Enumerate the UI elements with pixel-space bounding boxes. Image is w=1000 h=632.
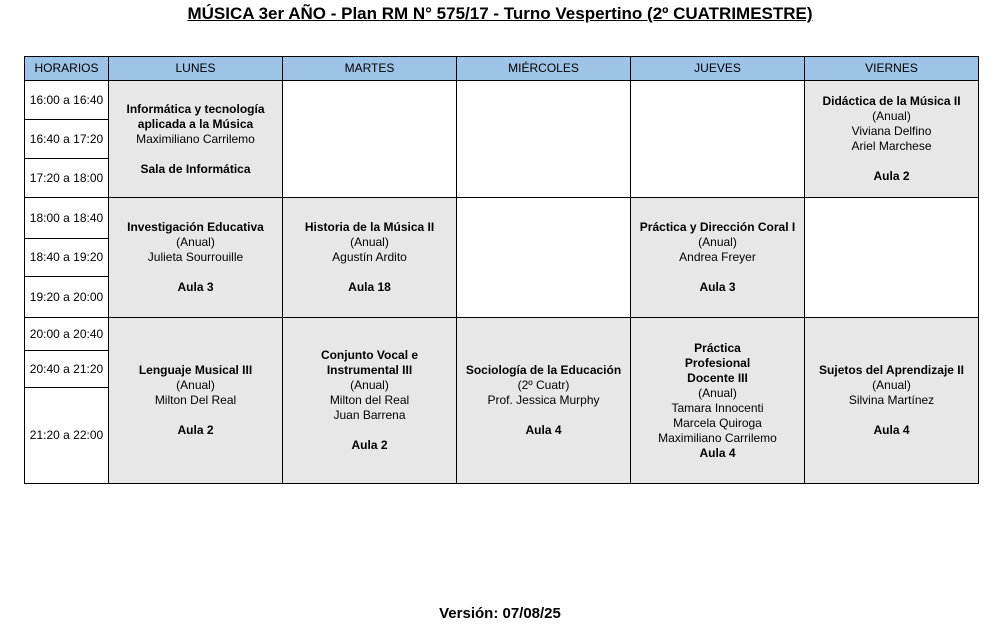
header-viernes: VIERNES xyxy=(805,57,979,81)
class-cell-viernes-b1 xyxy=(805,81,979,198)
empty-cell xyxy=(283,81,457,198)
teacher-name: Tamara Innocenti xyxy=(671,400,764,415)
table-row xyxy=(25,198,979,239)
room-name: Aula 2 xyxy=(177,423,214,437)
room-name: Aula 2 xyxy=(873,169,910,183)
room-name: Aula 2 xyxy=(351,438,388,452)
teacher-name: Juan Barrena xyxy=(333,408,406,422)
class-cell-jueves-b3 xyxy=(631,318,805,484)
term-label: (Anual) xyxy=(350,378,389,392)
empty-cell xyxy=(457,198,631,318)
class-cell-martes-b2 xyxy=(283,198,457,318)
room-name: Aula 3 xyxy=(699,280,736,294)
time-slot: 17:20 a 18:00 xyxy=(25,159,109,198)
time-slot: 21:20 a 22:00 xyxy=(25,388,109,484)
class-cell-viernes-b3 xyxy=(805,318,979,484)
table-row xyxy=(25,318,979,351)
version-label: Versión: 07/08/25 xyxy=(439,605,561,622)
teacher-name: Andrea Freyer xyxy=(679,250,756,264)
room-name: Sala de Informática xyxy=(140,161,251,176)
header-miercoles: MIÉRCOLES xyxy=(457,57,631,81)
time-slot: 16:00 a 16:40 xyxy=(25,81,109,120)
teacher-name: Ariel Marchese xyxy=(851,139,932,153)
subject-name: Conjunto Vocal e Instrumental III xyxy=(320,348,419,377)
time-slot: 18:00 a 18:40 xyxy=(25,198,109,239)
empty-cell xyxy=(631,81,805,198)
class-cell-martes-b3 xyxy=(283,318,457,484)
subject-name: Práctica Profesional Docente III xyxy=(684,340,751,385)
term-label: (Anual) xyxy=(872,378,911,392)
header-lunes: LUNES xyxy=(109,57,283,81)
subject-name: Investigación Educativa xyxy=(127,220,264,234)
teacher-name: Agustín Ardito xyxy=(332,250,407,264)
subject-name: Sujetos del Aprendizaje II xyxy=(819,363,964,377)
subject-name: Didáctica de la Música II xyxy=(822,94,961,108)
subject-name: Sociología de la Educación xyxy=(465,363,622,377)
room-name: Aula 3 xyxy=(177,280,214,294)
table-row xyxy=(25,81,979,120)
term-label: (Anual) xyxy=(872,109,911,123)
empty-cell xyxy=(457,81,631,198)
class-cell-lunes-b2 xyxy=(109,198,283,318)
time-slot: 16:40 a 17:20 xyxy=(25,120,109,159)
teacher-name: Milton Del Real xyxy=(154,393,237,407)
teacher-name: Silvina Martínez xyxy=(848,393,935,407)
class-cell-jueves-b2 xyxy=(631,198,805,318)
term-label: (Anual) xyxy=(698,235,737,249)
header-martes: MARTES xyxy=(283,57,457,81)
class-cell-lunes-b3 xyxy=(109,318,283,484)
room-name: Aula 18 xyxy=(348,280,391,294)
term-label: (Anual) xyxy=(176,378,215,392)
time-slot: 19:20 a 20:00 xyxy=(25,277,109,318)
class-cell-lunes-b1 xyxy=(109,81,283,198)
page-title: MÚSICA 3er AÑO - Plan RM N° 575/17 - Turno Vespertino (2º CUATRIMESTRE) xyxy=(187,4,813,23)
room-name: Aula 4 xyxy=(699,445,736,460)
teacher-name: Maximiliano Carrilemo xyxy=(136,131,255,146)
term-label: (Anual) xyxy=(350,235,389,249)
teacher-name: Prof. Jessica Murphy xyxy=(487,393,600,407)
room-name: Aula 4 xyxy=(525,423,562,437)
subject-name: Informática y tecnología aplicada a la Música xyxy=(126,101,265,131)
term-label: (2º Cuatr) xyxy=(517,378,570,392)
teacher-name: Maximiliano Carrilemo xyxy=(658,430,777,445)
term-label: (Anual) xyxy=(698,385,737,400)
teacher-name: Marcela Quiroga xyxy=(673,415,762,430)
time-slot: 18:40 a 19:20 xyxy=(25,239,109,277)
subject-name: Historia de la Música II xyxy=(304,220,435,234)
term-label: (Anual) xyxy=(176,235,215,249)
empty-cell xyxy=(805,198,979,318)
time-slot: 20:40 a 21:20 xyxy=(25,351,109,388)
teacher-name: Viviana Delfino xyxy=(851,124,932,138)
class-cell-miercoles-b3 xyxy=(457,318,631,484)
teacher-name: Milton del Real xyxy=(329,393,410,407)
time-slot: 20:00 a 20:40 xyxy=(25,318,109,351)
subject-name: Práctica y Dirección Coral I xyxy=(639,220,796,234)
teacher-name: Julieta Sourrouille xyxy=(147,250,244,264)
header-horarios: HORARIOS xyxy=(25,57,109,81)
header-jueves: JUEVES xyxy=(631,57,805,81)
subject-name: Lenguaje Musical III xyxy=(138,363,253,377)
header-row xyxy=(25,57,979,81)
schedule-table xyxy=(24,56,979,484)
room-name: Aula 4 xyxy=(873,423,910,437)
